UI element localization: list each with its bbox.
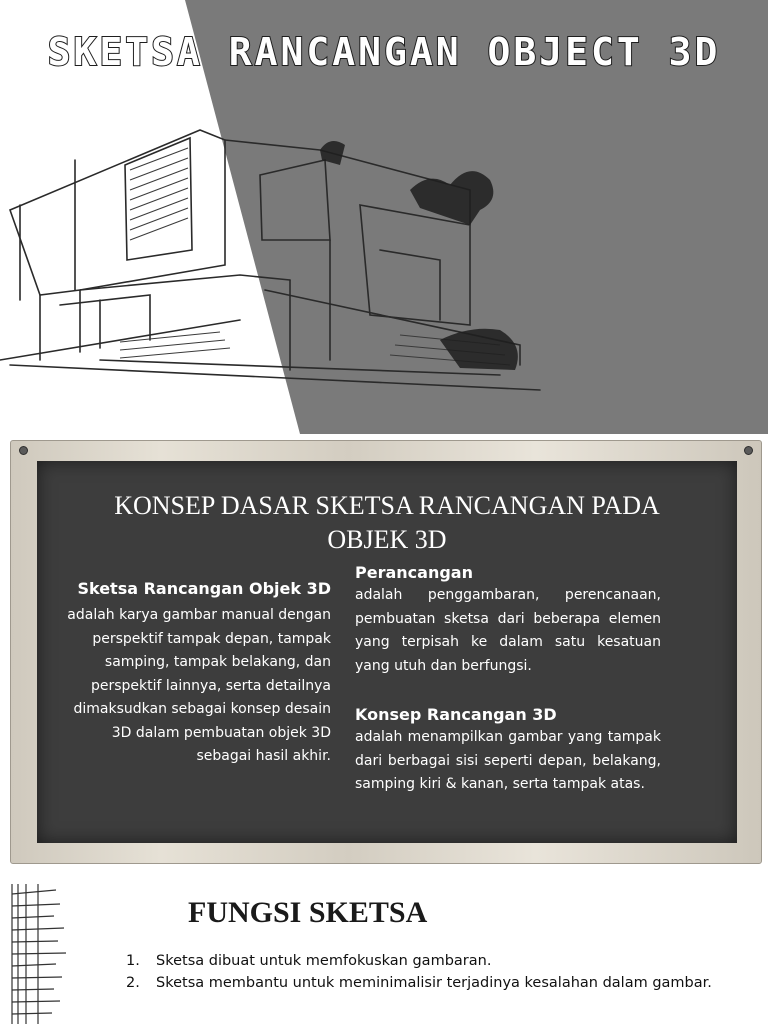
fungsi-list: [126, 950, 742, 994]
list-item: [126, 972, 742, 994]
hero-banner: [0, 0, 768, 434]
definition-heading: Sketsa Rancangan Objek 3D: [77, 579, 331, 598]
list-text: Sketsa dibuat untuk memfokuskan gambaran.: [156, 953, 492, 969]
nail-icon: [19, 446, 28, 455]
section-title: FUNGSI SKETSA: [188, 896, 428, 929]
definition-text: adalah karya gambar manual dengan perspektif tampak depan, tampak samping, tampak belakang, dan perspektif lainnya, serta detailnya dimaksudkan sebagai konsep desain 3D dalam pembuatan objek 3D sebagai hasil akhir.: [67, 607, 331, 764]
definition-heading: Konsep Rancangan 3D: [355, 705, 557, 724]
board-title-line: OBJEK 3D: [327, 525, 447, 554]
list-number: 1.: [126, 953, 140, 969]
building-sketch-illustration: [0, 90, 560, 420]
definition-heading: Perancangan: [355, 563, 473, 582]
bookshelf-sketch-illustration: [8, 884, 72, 1024]
definition-konsep: [355, 705, 661, 797]
nail-icon: [744, 446, 753, 455]
definition-text: adalah penggambaran, perencanaan, pembuatan sketsa dari beberapa elemen yang terpisah ke dalam satu kesatuan yang utuh dan berfungsi.: [355, 587, 661, 674]
definition-text: adalah menampilkan gambar yang tampak dari berbagai sisi seperti depan, belakang, samping kiri & kanan, serta tampak atas.: [355, 729, 661, 792]
list-text: Sketsa membantu untuk meminimalisir terjadinya kesalahan dalam gambar.: [156, 975, 712, 991]
list-item: [126, 950, 742, 972]
list-number: 2.: [126, 975, 140, 991]
definition-sketsa: [61, 579, 331, 769]
definition-perancangan: [355, 563, 661, 678]
page-title: SKETSA RANCANGAN OBJECT 3D: [47, 30, 721, 74]
board-title-line: KONSEP DASAR SKETSA RANCANGAN PADA: [114, 491, 660, 520]
chalkboard-frame: [10, 440, 762, 864]
chalkboard-surface: [37, 461, 737, 843]
board-title: [37, 489, 737, 557]
